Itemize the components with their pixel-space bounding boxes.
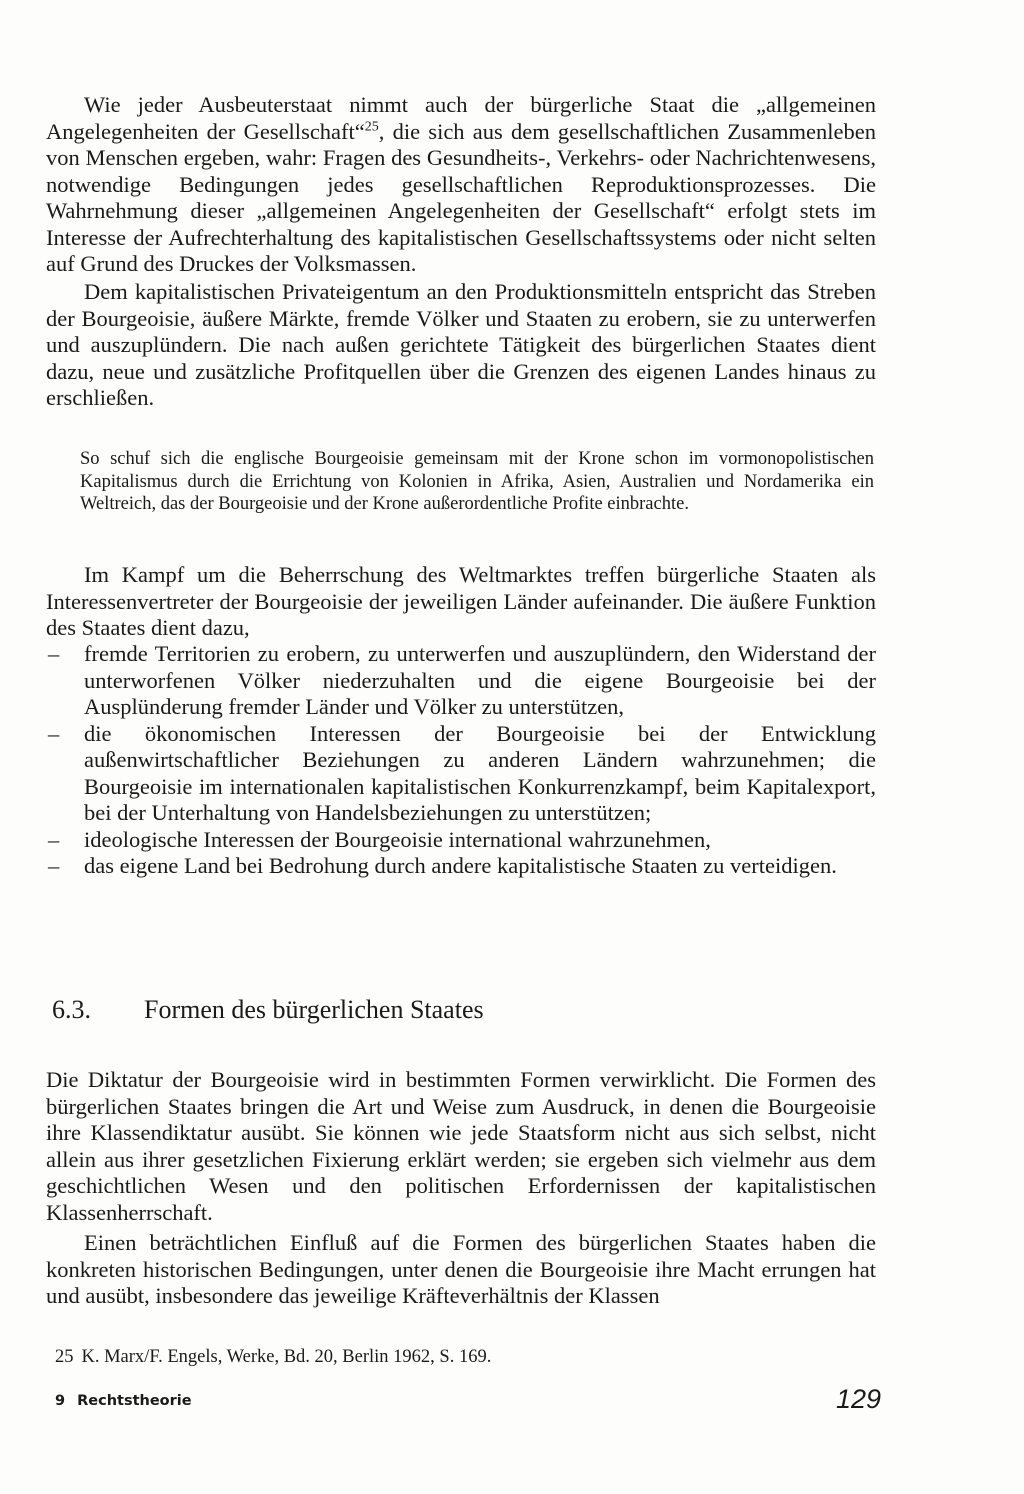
- list-item-text: das eigene Land bei Bedrohung durch andere kapitalistische Staaten zu verteidigen.: [84, 853, 837, 878]
- printer-signature: [55, 1393, 192, 1409]
- section-title: Formen des bürgerlichen Staates: [144, 995, 484, 1024]
- list-item: [48, 721, 876, 827]
- dash-bullet: –: [48, 826, 60, 852]
- signature-number: 9: [55, 1393, 66, 1409]
- footnote-reference: 25: [364, 119, 379, 134]
- list-item-text: fremde Territorien zu erobern, zu unterwerfen und auszuplündern, den Widerstand der unterworfenen Völker niederzuhalten und die eigene Bourgeoisie bei der Ausplünderung fremder Länder und Völker zu unterstützen,: [84, 641, 876, 719]
- list-item: [48, 853, 876, 880]
- dash-bullet: –: [48, 641, 60, 666]
- paragraph-2: Dem kapitalistischen Privateigentum an den Produktionsmitteln entspricht das Streben der Bourgeoisie, äußere Märkte, fremde Völker und Staaten zu erobern, sie zu unterwerfen und auszuplündern. Die nach außen gerichtete Tätigkeit des bürgerlichen Staates dient dazu, neue und zusätzliche Profitquellen über die Grenzen des eigenen Landes hinaus zu erschließen.: [46, 279, 876, 410]
- dash-bullet: –: [48, 853, 60, 878]
- section-heading: [52, 994, 484, 1026]
- list-item: [48, 827, 876, 854]
- section-number: 6.3.: [52, 995, 91, 1024]
- page-number: 129: [836, 1384, 882, 1414]
- list-item: [48, 641, 876, 721]
- footnote-text: K. Marx/F. Engels, Werke, Bd. 20, Berlin 1962, S. 169.: [81, 1347, 492, 1367]
- footnote-number: 25: [55, 1347, 74, 1367]
- list-item-text: ideologische Interessen der Bourgeoisie international wahrzunehmen,: [84, 826, 711, 852]
- list-item-text: die ökonomischen Interessen der Bourgeoisie bei der Entwicklung außenwirtschaftlicher Beziehungen zu anderen Ländern wahrzunehmen; die Bourgeoisie im internationalen kapitalistischen Konkurrenzkampf, beim Kapitalexport, bei der Unterhaltung von Handelsbeziehungen zu unterstützen;: [84, 720, 876, 825]
- paragraph-1-text-a: Wie jeder Ausbeuterstaat nimmt auch der bürgerliche Staat die „allgemeinen Angelegenheiten der Gesellschaft“: [46, 92, 876, 144]
- paragraph-5: Einen beträchtlichen Einfluß auf die Formen des bürgerlichen Staates haben die konkreten historischen Bedingungen, unter denen die Bourgeoisie ihre Macht errungen hat und ausübt, insbesondere das jeweilige Kräfteverhältnis der Klassen: [46, 1230, 876, 1308]
- function-list: [48, 641, 876, 880]
- signature-label: Rechtstheorie: [77, 1393, 192, 1409]
- example-paragraph: So schuf sich die englische Bourgeoisie gemeinsam mit der Krone schon im vormonopolistischen Kapitalismus durch die Errichtung von Kolonien in Afrika, Asien, Australien und Nordamerika ein Weltreich, das der Bourgeoisie und der Krone außerordentliche Profite einbrachte.: [80, 449, 874, 514]
- footnote: [55, 1346, 491, 1368]
- paragraph-3: Im Kampf um die Beherrschung des Weltmarktes treffen bürgerliche Staaten als Interessenvertreter der Bourgeoisie der jeweiligen Länder aufeinander. Die äußere Funktion des Staates dient dazu,: [46, 562, 876, 640]
- paragraph-1-text-b: , die sich aus dem gesellschaftlichen Zusammenleben von Menschen ergeben, wahr: Fragen des Gesundheits-, Verkehrs- oder Nachrichtenwesens, notwendige Bedingungen jedes gesellschaftlichen Reproduktionsprozesses. Die Wahrnehmung dieser „allgemeinen Angelegenheiten der Gesellschaft“ erfolgt stets im Interesse der Aufrechterhaltung des kapitalistischen Gesellschaftssystems oder nicht selten auf Grund des Druckes der Volksmassen.: [46, 118, 877, 276]
- paragraph-4: Die Diktatur der Bourgeoisie wird in bestimmten Formen verwirklicht. Die Formen des bürgerlichen Staates bringen die Art und Weise zum Ausdruck, in denen die Bourgeoisie ihre Klassendiktatur ausübt. Sie können wie jede Staatsform nicht aus sich selbst, nicht allein aus ihrer gesetzlichen Fixierung erklärt werden; sie ergeben sich vielmehr aus dem geschichtlichen Wesen und den politischen Erfordernissen der kapitalistischen Klassenherrschaft.: [46, 1067, 876, 1225]
- paragraph-1: [46, 92, 876, 278]
- dash-bullet: –: [48, 720, 60, 746]
